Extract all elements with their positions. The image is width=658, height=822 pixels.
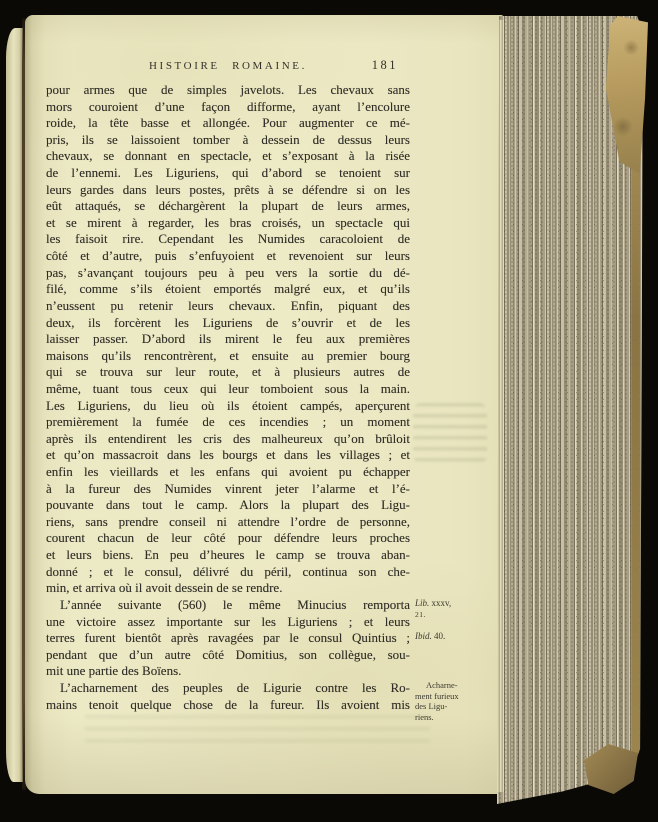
text-line: et leurs biens. En peu d’heures le camp se trouva aban-: [46, 547, 410, 563]
ink-bleed-through: [413, 403, 487, 463]
text-line: ment furieux: [415, 690, 459, 701]
text-line: une victoire assez importante sur les Liguriens ; et leurs: [46, 613, 410, 629]
text-line: min, et arriva où il avoit dessein de se rendre.: [46, 580, 283, 596]
text-line: pouvante dans tout le camp. Alors la plupart des Ligu-: [46, 497, 410, 513]
text-line: n’eussent pu retenir leurs chevaux. Enfin, piquant des: [46, 297, 410, 313]
text-line: riens, sans prendre conseil ni attendre l’ordre de personne,: [46, 513, 410, 529]
text-line: pour armes que de simples javelots. Les chevaux sans: [46, 82, 410, 97]
text-line: les faisoit rire. Cependant les Numides caracoloient de: [46, 231, 410, 247]
text-line: et qu’on massacroit dans les bourgs et dans les villages ; et: [46, 447, 410, 463]
text-line: L’acharnement des peuples de Ligurie contre les Ro-: [60, 679, 410, 695]
text-line: L’année suivante (560) le même Minucius remporta: [60, 596, 410, 612]
text-line: courent chacun de leur côté pour défendre leurs proches: [46, 530, 410, 546]
ink-bleed-through: [85, 715, 430, 751]
text-line: chevaux, se donnant en spectacle, et s’exposant à la risée: [46, 148, 410, 164]
margin-sidenote: [415, 680, 503, 722]
text-line: même, tuant tous ceux qui leur tomboient sous la main.: [46, 380, 410, 396]
text-line: eût attaqués, se déchargèrent la plupart de leurs armes,: [46, 198, 410, 214]
text-line: roide, la tête basse et allongée. Pour augmenter ce mé-: [46, 115, 410, 131]
text-line: mit une partie des Boïens.: [46, 663, 182, 679]
citation-line: [415, 630, 503, 642]
text-line: Acharne-: [426, 680, 458, 690]
paragraph-3: [46, 680, 410, 713]
text-line: pas, s’avançant toujours peu à peu vers la sortie du dé-: [46, 264, 410, 280]
text-line: mains tenoit quelque chose de la fureur. Ils avoient mis: [46, 696, 410, 712]
paragraph-2: [46, 597, 410, 680]
margin-citation-1: [415, 597, 503, 620]
text-line: côté et d’autre, puis s’enfuyoient et revenoient sur leurs: [46, 248, 410, 264]
text-line: des Ligu-: [415, 701, 448, 712]
text-line: et se mirent à regarder, les bras croisés, un spectacle qui: [46, 214, 410, 230]
citation-locus: 40.: [431, 631, 446, 641]
page-title: HISTOIRE ROMAINE.: [149, 60, 307, 72]
citation-superscript: 21.: [415, 610, 426, 619]
running-header: [46, 60, 410, 76]
text-line: terres furent bientôt après ravagées par le consul Quintius ;: [46, 630, 410, 646]
text-line: deux, ils forcèrent les Liguriens de s’ouvrir et de les: [46, 314, 410, 330]
text-line: mors couroient d’une façon difforme, ayant l’encolure: [46, 98, 410, 114]
citation-work: Lib.: [415, 598, 430, 608]
text-line: de l’ennemi. Les Liguriens, qui d’abord se tenoient sur: [46, 165, 410, 181]
text-line: pendant que d’un autre côté Domitius, son collègue, sou-: [46, 646, 410, 662]
text-line: Les Liguriens, du lieu où ils étoient campés, aperçurent: [46, 397, 410, 413]
facing-page-edge: [6, 28, 23, 782]
text-line: pris, ils se laissoient tomber à dessein de dessus leurs: [46, 131, 410, 147]
text-line: à la fureur des Numides vinrent jeter l’alarme et l’é-: [46, 480, 410, 496]
page-number: 181: [371, 58, 398, 72]
text-line: laisser passer. D’abord ils mirent le feu aux premières: [46, 331, 410, 347]
margin-citation-2: [415, 630, 503, 642]
book-page: [25, 15, 504, 794]
text-line: qui se trouva sur leur route, et à plusieurs autres de: [46, 364, 410, 380]
text-line: enfin les vieillards et les enfans qui avoient pu échapper: [46, 464, 410, 480]
text-line: filé, comme s’ils étoient emportés malgré eux, et qu’ils: [46, 281, 410, 297]
citation-work: Ibid.: [415, 631, 432, 641]
body-text: [46, 82, 410, 713]
paragraph-1: [46, 82, 410, 597]
citation-locus: xxxv,: [429, 598, 452, 608]
text-line: après ils entendirent les cris des malheureux qu’on brûloit: [46, 430, 410, 446]
text-line: riens.: [415, 711, 434, 722]
text-line: donné ; et le consul, délivré du péril, continua son che-: [46, 563, 410, 579]
citation-line: [415, 597, 503, 609]
text-line: premièrement la fumée de ces incendies ; un moment: [46, 414, 410, 430]
text-line: maisons qu’ils rencontrèrent, et ensuite au premier bourg: [46, 347, 410, 363]
text-line: leurs gardes dans leurs postes, prêts à se défendre si on les: [46, 181, 410, 197]
